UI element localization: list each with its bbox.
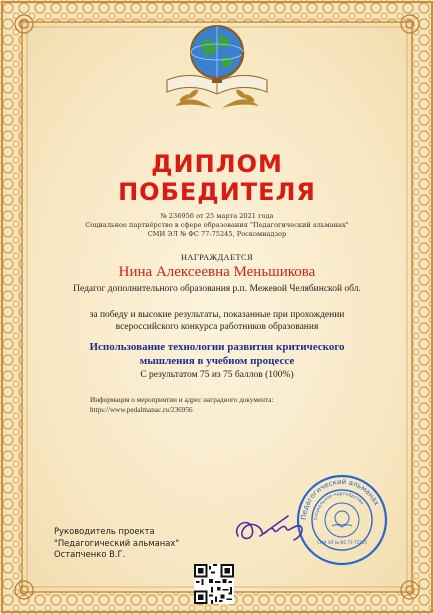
- topic-line-2: мышления в учебном процессе: [139, 355, 295, 367]
- diploma-title: [0, 150, 434, 206]
- director-signature: [230, 506, 310, 554]
- signature-project: "Педагогический альманах": [54, 537, 180, 548]
- globe-book-emblem-icon: [157, 18, 277, 118]
- contest-topic: [0, 340, 434, 368]
- seal-outer-textpath: Педагогический альманах: [299, 477, 381, 521]
- signature-role: Руководитель проекта: [54, 526, 155, 536]
- media-registration: СМИ ЭЛ № ФС 77-75245, Роскомнадзор: [147, 230, 287, 238]
- result-score: С результатом 75 из 75 баллов (100%): [140, 370, 294, 380]
- signature-name: Остапченко В.Г.: [54, 549, 126, 559]
- recipient-name: Нина Алексеевна Меньшикова: [118, 264, 316, 280]
- qr-code-icon: [194, 564, 234, 604]
- title-line-winner: ПОБЕДИТЕЛЯ: [118, 178, 316, 206]
- seal-inner-textpath: Социальное партнёрство: [313, 491, 365, 521]
- title-line-diploma: ДИПЛОМ: [151, 150, 283, 178]
- document-meta: [0, 212, 434, 239]
- partnership-name: Социальное партнёрство в сфере образования "Педагогический альманах": [85, 221, 349, 229]
- achievement-line-2: всероссийского конкурса работников образования: [115, 322, 319, 332]
- seal-inner-text: [313, 492, 364, 520]
- event-info: [90, 396, 273, 415]
- event-info-label: Информация о мероприятии и адрес наградного документа:: [90, 396, 274, 404]
- recipient-position: Педагог дополнительного образования р.п. Межевой Челябинской обл.: [73, 284, 361, 294]
- achievement-line-1: за победу и высокие результаты, показанные при прохождении: [89, 310, 345, 320]
- signature-block: [54, 526, 179, 561]
- document-url-link[interactable]: https://www.pedalmanac.ru/236956: [90, 405, 193, 414]
- achievement-text: [0, 309, 434, 333]
- awarded-label: НАГРАЖДАЕТСЯ: [180, 253, 254, 262]
- seal-footer-text: СМИ ЭЛ № ФС 77-75245: [317, 540, 367, 545]
- topic-line-1: Использование технологии развития критического: [89, 341, 345, 353]
- document-number-date: № 236956 от 25 марта 2021 года: [160, 212, 274, 220]
